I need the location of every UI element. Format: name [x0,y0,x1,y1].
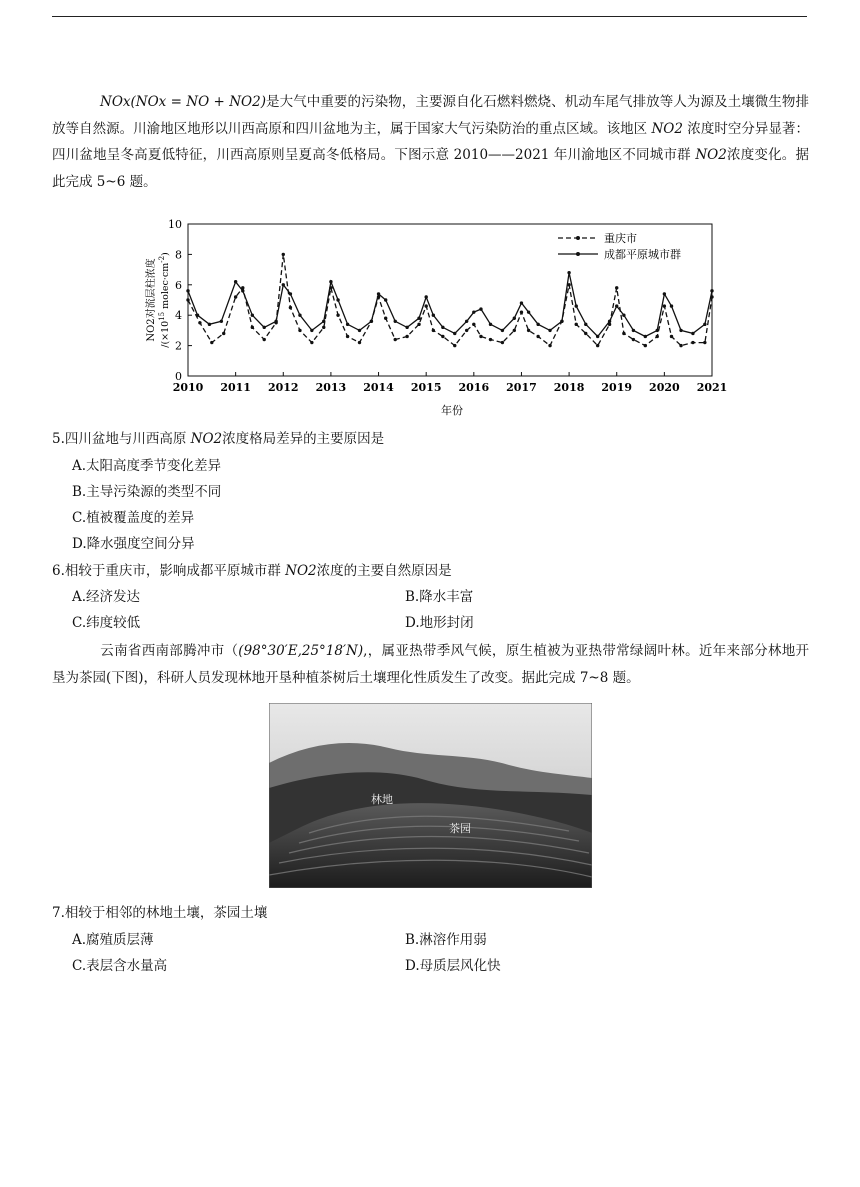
q6-option-c: C.纬度较低 [72,615,141,631]
data-point [424,304,427,307]
data-point [234,295,237,298]
data-point [424,295,427,298]
data-point [632,338,635,341]
q6-option-b: B.降水丰富 [405,589,474,605]
data-point [222,332,225,335]
nox-formula: NOx(NOx = NO + NO2) [100,94,266,110]
data-point [322,320,325,323]
data-point [346,323,349,326]
data-point [703,341,706,344]
q6-option-d: D.地形封闭 [405,615,474,631]
data-point [472,310,475,313]
data-point [358,341,361,344]
x-tick-label: 2020 [649,381,680,394]
data-point [691,332,694,335]
data-point [208,323,211,326]
header-rule [52,16,807,17]
x-tick-label: 2011 [220,381,251,394]
data-point [527,329,530,332]
data-point [441,326,444,329]
q7-option-a: A.腐殖质层薄 [72,932,154,948]
tea-garden-photo [269,703,592,888]
question-7: 7.相较于相邻的林地土壤，茶园土壤 [52,905,268,921]
data-point [489,323,492,326]
data-point [513,329,516,332]
data-point [472,323,475,326]
data-point [263,338,266,341]
no2-formula: NO2 [651,120,683,137]
q7-option-d: D.母质层风化快 [405,958,501,974]
x-tick-label: 2012 [267,381,299,394]
x-tick-label: 2019 [601,381,633,394]
q5-option-d: D.降水强度空间分异 [72,536,195,552]
data-point [644,335,647,338]
data-point [453,344,456,347]
data-point [632,329,635,332]
x-tick-label: 2010 [172,381,204,394]
y-tick-label: 4 [175,309,182,323]
forest-label: 林地 [371,793,393,806]
y-tick-label: 0 [175,370,182,383]
data-point [384,317,387,320]
x-tick-label: 2016 [458,381,490,394]
data-point [679,344,682,347]
data-point [298,329,301,332]
legend-label-2: 成都平原城市群 [604,248,681,261]
data-point [251,314,254,317]
data-point [656,335,659,338]
data-point [289,292,292,295]
data-point [622,314,625,317]
data-point [453,332,456,335]
data-point [405,326,408,329]
data-point [575,323,578,326]
data-point [432,314,435,317]
data-point [263,326,266,329]
data-point [441,335,444,338]
x-tick-label: 2015 [410,381,442,394]
data-point [241,289,244,292]
data-point [536,323,539,326]
x-tick-label: 2021 [696,381,728,394]
y-tick-label: 2 [175,339,182,353]
data-point [274,320,277,323]
data-point [575,304,578,307]
data-point [608,320,611,323]
data-point [417,323,420,326]
data-point [489,338,492,341]
intro-paragraph-no2: NOx(NOx = NO + NO2)是大气中重要的污染物，主要源自化石燃料燃烧、机动车尾气排放等人为源及土壤微生物排放等自然源。川渝地区地形以川西高原和四川盆地为主，属于国家大气污染防治的重点区域。该地区 NO2 浓度时空分异显著：四川盆地呈冬高夏低特征，川西高原则呈夏高冬低格局。下图示意 2010——2021 年川渝地区不同城市群 NO2浓度变化。据此完成 5~6 题。 [52,94,810,190]
legend-marker [576,236,580,240]
data-point [679,329,682,332]
tea-garden-label: 茶园 [449,822,471,835]
data-point [465,329,468,332]
data-point [234,280,237,283]
data-point [336,314,339,317]
question-6: 6.相较于重庆市，影响成都平原城市群 NO2浓度的主要自然原因是 [52,563,452,579]
series-line-2 [188,273,712,337]
data-point [377,292,380,295]
data-point [282,283,285,286]
x-tick-label: 2013 [315,381,347,394]
q7-option-c: C.表层含水量高 [72,958,168,974]
data-point [513,317,516,320]
data-point [196,314,199,317]
data-point [536,335,539,338]
data-point [394,320,397,323]
data-point [615,304,618,307]
data-point [584,332,587,335]
legend-label-1: 重庆市 [604,232,637,245]
intro-paragraph-tengchong: 云南省西南部腾冲市（(98°30′E,25°18′N),，属亚热带季风气候，原生植被为亚热带常绿阔叶林。近年来部分林地开垦为茶园(下图)，科研人员发现林地开垦种植茶树后土壤理化性质发生了改变。据此完成 7~8 题。 [52,643,810,686]
data-point [479,307,482,310]
data-point [198,321,201,324]
data-point [282,253,285,256]
data-point [370,320,373,323]
data-point [548,329,551,332]
data-point [663,292,666,295]
no2-formula: NO2 [695,147,727,163]
x-tick-label: 2018 [553,381,585,394]
data-point [584,323,587,326]
data-point [417,317,420,320]
data-point [394,338,397,341]
q5-option-c: C.植被覆盖度的差异 [72,510,195,526]
data-point [384,298,387,301]
data-point [691,341,694,344]
data-point [186,289,189,292]
data-point [289,306,292,309]
data-point [501,341,504,344]
data-point [596,344,599,347]
data-point [210,341,213,344]
legend-marker [576,252,580,256]
coordinates: (98°30′E,25°18′N) [238,643,364,659]
plot-frame [188,224,712,376]
data-point [520,310,523,313]
data-point [432,329,435,332]
data-point [596,335,599,338]
data-point [310,329,313,332]
data-point [703,323,706,326]
y-tick-label: 6 [175,278,182,292]
data-point [548,344,551,347]
data-point [358,329,361,332]
x-tick-label: 2014 [363,381,394,394]
data-point [346,335,349,338]
data-point [501,329,504,332]
data-point [663,304,666,307]
data-point [622,332,625,335]
data-point [527,310,530,313]
q7-option-b: B.淋溶作用弱 [405,932,487,948]
x-tick-label: 2017 [506,381,537,394]
data-point [567,271,570,274]
data-point [479,335,482,338]
question-5: 5.四川盆地与川西高原 NO2浓度格局差异的主要原因是 [52,431,385,447]
data-point [220,320,223,323]
data-point [644,344,647,347]
data-point [186,298,189,301]
data-point [656,329,659,332]
data-point [520,301,523,304]
data-point [615,286,618,289]
data-point [336,298,339,301]
data-point [298,314,301,317]
data-point [670,304,673,307]
y-tick-label: 8 [175,248,182,262]
data-point [251,326,254,329]
data-point [560,320,563,323]
data-point [322,326,325,329]
y-tick-label: 10 [168,218,182,231]
q5-option-b: B.主导污染源的类型不同 [72,484,222,500]
data-point [670,335,673,338]
data-point [329,280,332,283]
data-point [405,335,408,338]
x-axis-label: 年份 [441,404,463,417]
q6-option-a: A.经济发达 [72,589,141,605]
y-axis-label-line2: $/(\times 10^{15}$ $molec\cdot cm^{-2}$) [158,252,171,348]
y-axis-label-line1: NO2对流层柱浓度 [146,258,157,342]
data-point [465,320,468,323]
data-point [310,341,313,344]
data-point [710,289,713,292]
no2-line-chart [130,218,730,428]
q5-option-a: A.太阳高度季节变化差异 [72,458,222,474]
